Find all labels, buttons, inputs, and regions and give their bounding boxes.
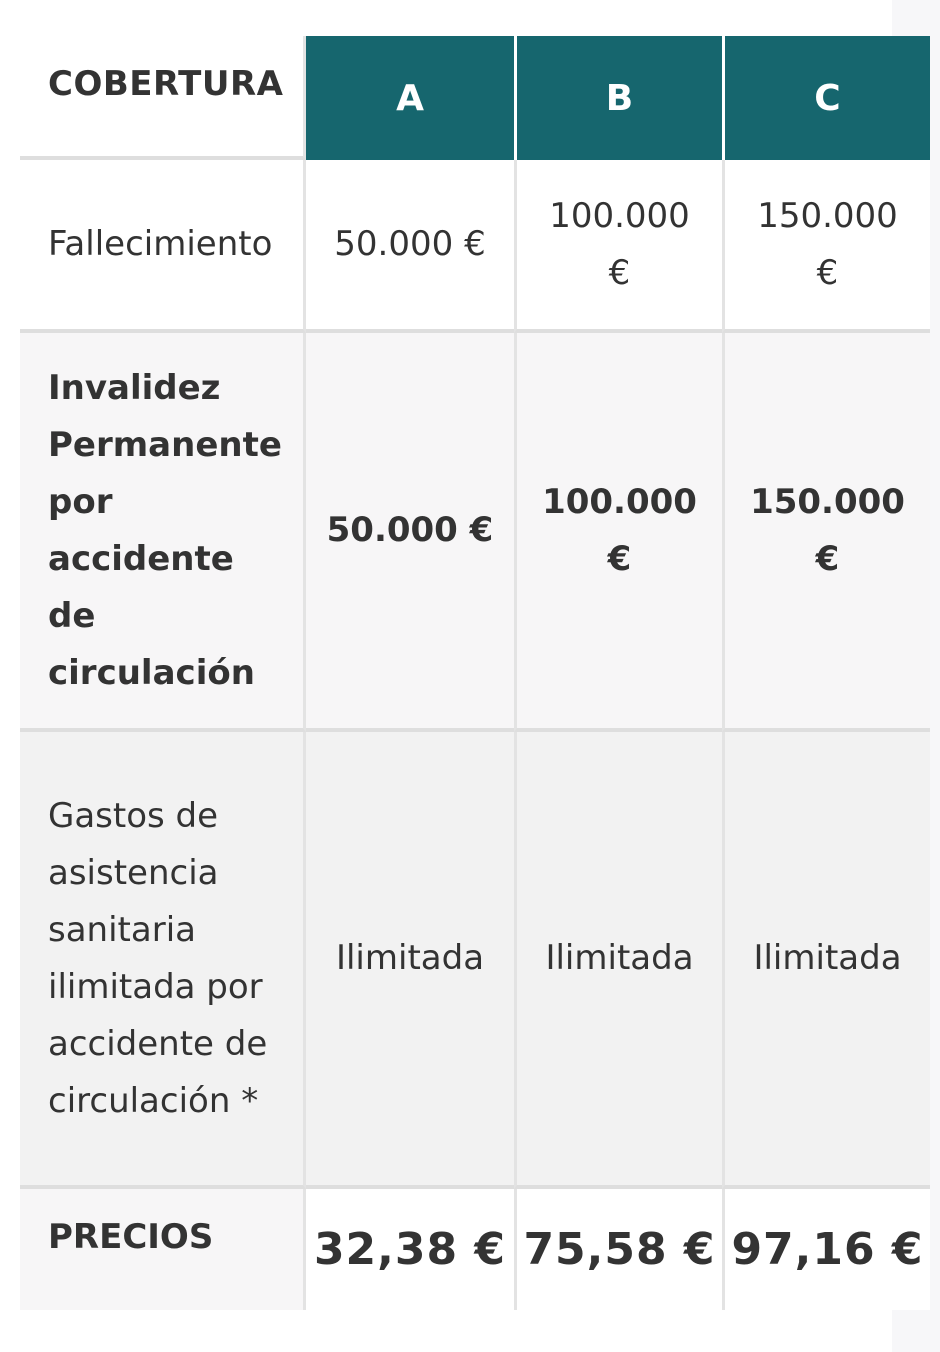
value-invalidez-a: 50.000 € xyxy=(326,510,494,550)
price-plan-a: 32,38 € xyxy=(306,1189,514,1310)
table-row xyxy=(20,333,930,732)
row-label-gastos: Gastos de asistencia sanitaria ilimitada por accidente de circulación * xyxy=(20,732,306,1189)
table-header-row xyxy=(20,36,930,160)
value-fallecimiento-c: 150.000 € xyxy=(757,195,898,293)
cell-plan-c xyxy=(722,732,930,1189)
cell-plan-b xyxy=(514,333,722,732)
row-label-invalidez: Invalidez Permanente por accidente de circulación xyxy=(20,333,306,732)
price-plan-c: 97,16 € xyxy=(722,1189,930,1310)
value-fallecimiento-a: 50.000 € xyxy=(334,224,486,264)
value-gastos-b: Ilimitada xyxy=(545,938,694,978)
coverage-comparison-table xyxy=(20,36,930,1310)
price-plan-b: 75,58 € xyxy=(514,1189,722,1310)
cell-plan-c xyxy=(722,333,930,732)
coverage-column-header: COBERTURA xyxy=(20,36,306,160)
cell-plan-a xyxy=(306,333,514,732)
cell-plan-c xyxy=(722,160,930,333)
value-gastos-a: Ilimitada xyxy=(335,938,485,978)
prices-row xyxy=(20,1189,930,1310)
value-invalidez-b: 100.000 € xyxy=(542,481,697,579)
plan-a-header: A xyxy=(306,36,514,160)
value-gastos-c: Ilimitada xyxy=(753,938,902,978)
cell-plan-b xyxy=(514,160,722,333)
cell-plan-b xyxy=(514,732,722,1189)
row-label-fallecimiento: Fallecimiento xyxy=(20,160,306,333)
table-row xyxy=(20,160,930,333)
cell-plan-a xyxy=(306,160,514,333)
value-fallecimiento-b: 100.000 € xyxy=(549,195,690,293)
table-row xyxy=(20,732,930,1189)
prices-label: PRECIOS xyxy=(20,1189,306,1310)
plan-c-header: C xyxy=(722,36,930,160)
plan-b-header: B xyxy=(514,36,722,160)
cell-plan-a xyxy=(306,732,514,1189)
value-invalidez-c: 150.000 € xyxy=(750,481,905,579)
